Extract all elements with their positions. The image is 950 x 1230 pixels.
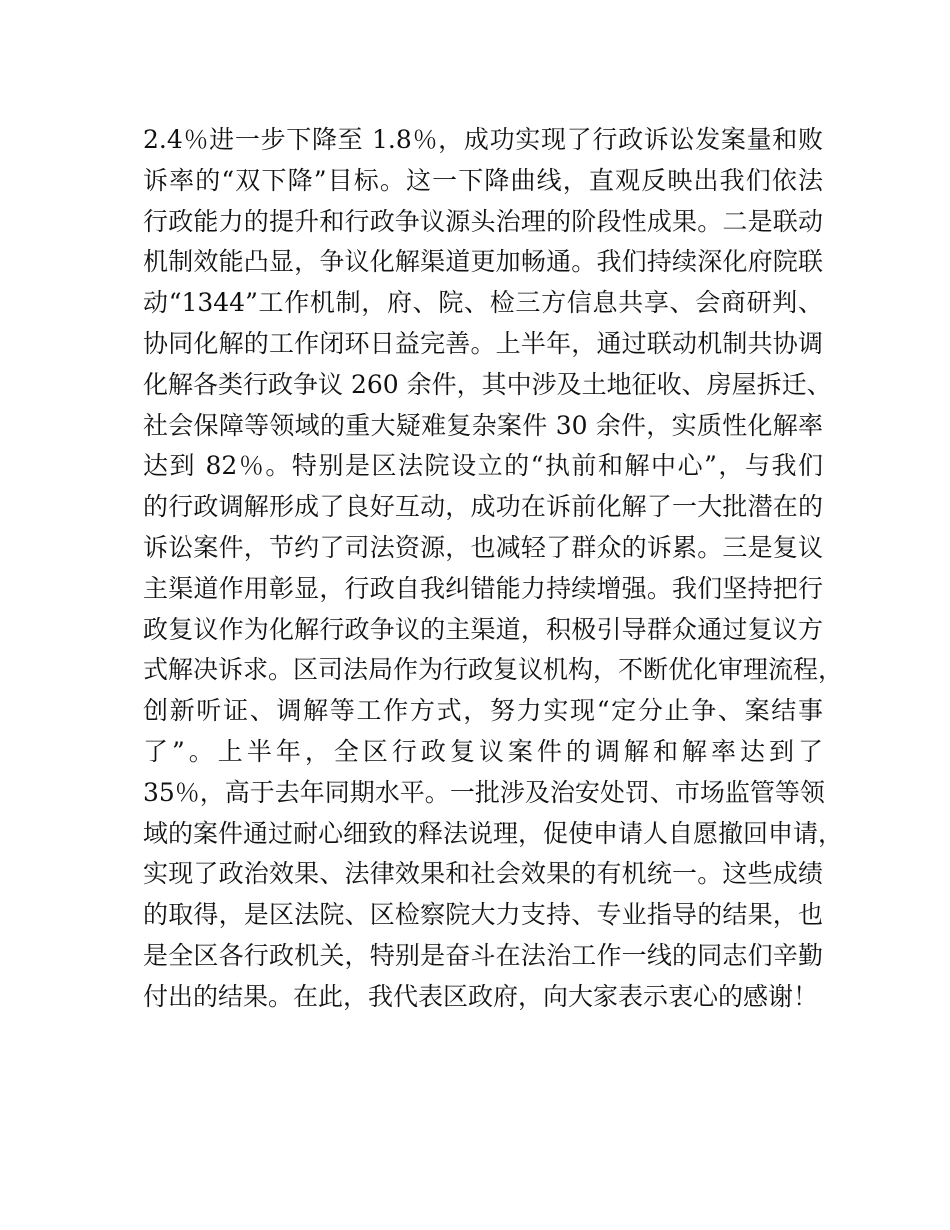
text-line: 主渠道作用彰显，行政自我纠错能力持续增强。我们坚持把行 — [143, 573, 823, 603]
text-line: 诉率的“双下降”目标。这一下降曲线，直观反映出我们依法 — [143, 165, 823, 195]
text-line: 了”。上半年，全区行政复议案件的调解和解率达到了 — [143, 736, 823, 766]
text-line: 式解决诉求。区司法局作为行政复议机构，不断优化审理流程， — [143, 655, 844, 685]
text-line: 达到 82％。特别是区法院设立的“执前和解中心”，与我们 — [143, 451, 823, 481]
text-line: 协同化解的工作闭环日益完善。上半年，通过联动机制共协调 — [143, 328, 823, 358]
text-line: 实现了政治效果、法律效果和社会效果的有机统一。这些成绩 — [143, 859, 823, 889]
text-line: 创新听证、调解等工作方式，努力实现“定分止争、案结事 — [143, 696, 823, 726]
text-line: 行政能力的提升和行政争议源头治理的阶段性成果。二是联动 — [143, 206, 823, 236]
text-line: 是全区各行政机关，特别是奋斗在法治工作一线的同志们辛勤 — [143, 940, 823, 970]
text-line: 的取得，是区法院、区检察院大力支持、专业指导的结果，也 — [143, 900, 823, 930]
text-line: 政复议作为化解行政争议的主渠道，积极引导群众通过复议方 — [143, 614, 823, 644]
text-line: 的行政调解形成了良好互动，成功在诉前化解了一大批潜在的 — [143, 492, 823, 522]
text-line: 机制效能凸显，争议化解渠道更加畅通。我们持续深化府院联 — [143, 247, 823, 277]
text-line: 35％，高于去年同期水平。一批涉及治安处罚、市场监管等领 — [143, 777, 825, 807]
text-line: 域的案件通过耐心细致的释法说理，促使申请人自愿撤回申请， — [143, 818, 844, 848]
text-line: 化解各类行政争议 260 余件，其中涉及土地征收、房屋拆迁、 — [143, 369, 832, 399]
text-line: 2.4％进一步下降至 1.8％，成功实现了行政诉讼发案量和败 — [143, 125, 823, 154]
text-line: 社会保障等领域的重大疑难复杂案件 30 余件，实质性化解率 — [143, 410, 823, 440]
text-line: 动“1344”工作机制，府、院、检三方信息共享、会商研判、 — [143, 288, 823, 318]
text-line: 诉讼案件，节约了司法资源，也减轻了群众的诉累。三是复议 — [143, 532, 823, 562]
text-line: 付出的结果。在此，我代表区政府，向大家表示衷心的感谢！ — [143, 981, 819, 1011]
body-paragraph — [143, 120, 844, 1018]
